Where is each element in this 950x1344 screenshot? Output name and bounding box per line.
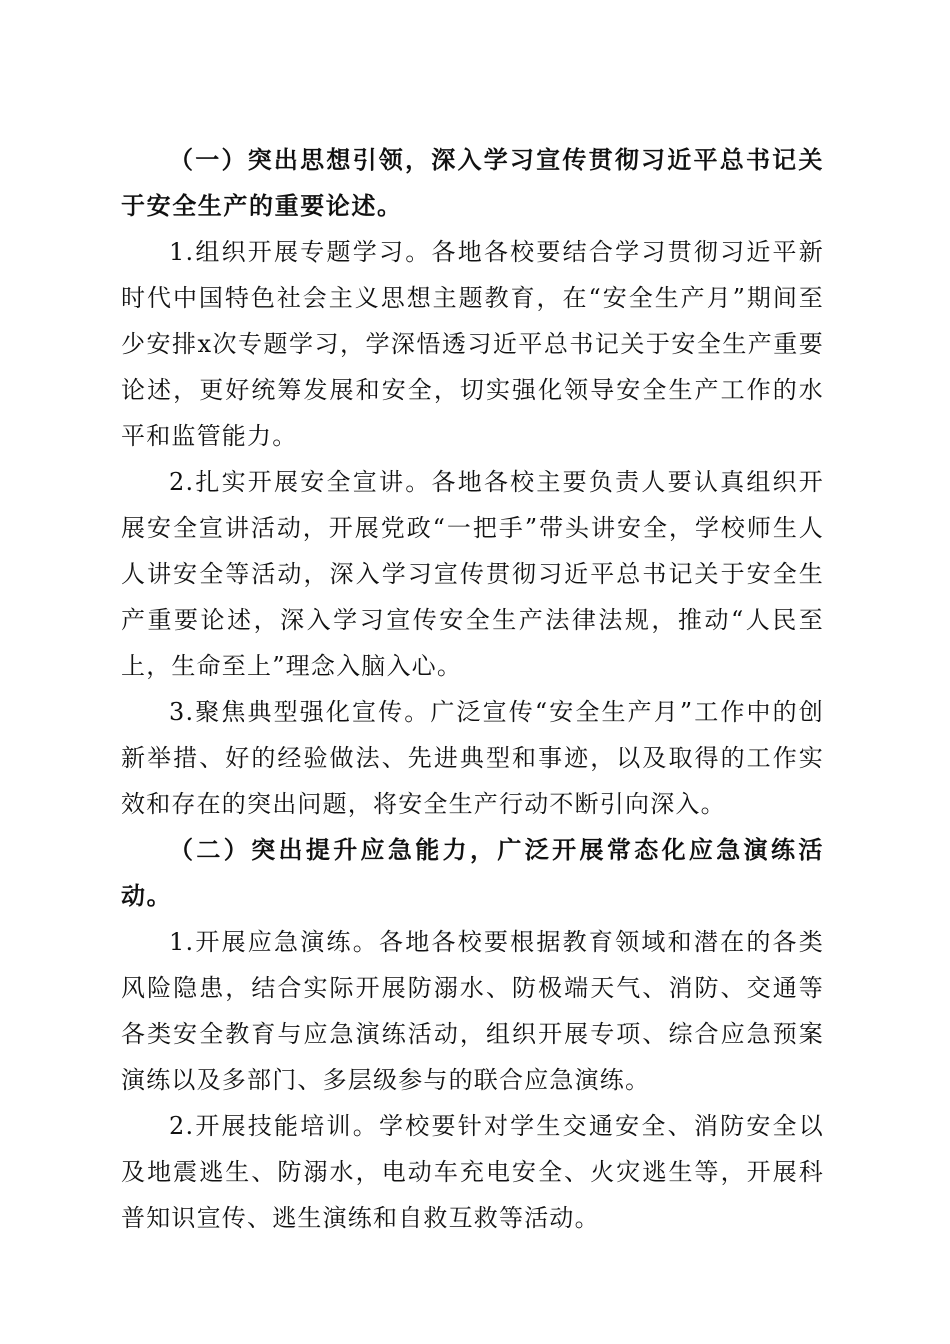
paragraph-lecture: 2.扎实开展安全宣讲。各地各校主要负责人要认真组织开展安全宣讲活动，开展党政“一把手”带头讲安全，学校师生人人讲安全等活动，深入学习宣传贯彻习近平总书记关于安全生产重要论述，深入学习宣传安全生产法律法规，推动“人民至上，生命至上”理念入脑入心。 (121, 468, 824, 680)
paragraph-study: 1.组织开展专题学习。各地各校要结合学习贯彻习近平新时代中国特色社会主义思想主题教育，在“安全生产月”期间至少安排x次专题学习，学深悟透习近平总书记关于安全生产重要论述，更好统筹发展和安全，切实强化领导安全生产工作的水平和监管能力。 (121, 238, 824, 450)
section-heading-1: （一）突出思想引领，深入学习宣传贯彻习近平总书记关于安全生产的重要论述。 (121, 146, 824, 220)
section-heading-2: （二）突出提升应急能力，广泛开展常态化应急演练活动。 (121, 836, 824, 910)
paragraph-drill: 1.开展应急演练。各地各校要根据教育领域和潜在的各类风险隐患，结合实际开展防溺水、防极端天气、消防、交通等各类安全教育与应急演练活动，组织开展专项、综合应急预案演练以及多部门、多层级参与的联合应急演练。 (121, 928, 824, 1094)
paragraph-publicity: 3.聚焦典型强化宣传。广泛宣传“安全生产月”工作中的创新举措、好的经验做法、先进典型和事迹，以及取得的工作实效和存在的突出问题，将安全生产行动不断引向深入。 (121, 698, 824, 818)
paragraph-training: 2.开展技能培训。学校要针对学生交通安全、消防安全以及地震逃生、防溺水，电动车充电安全、火灾逃生等，开展科普知识宣传、逃生演练和自救互救等活动。 (121, 1112, 824, 1232)
document-body (121, 137, 824, 1241)
